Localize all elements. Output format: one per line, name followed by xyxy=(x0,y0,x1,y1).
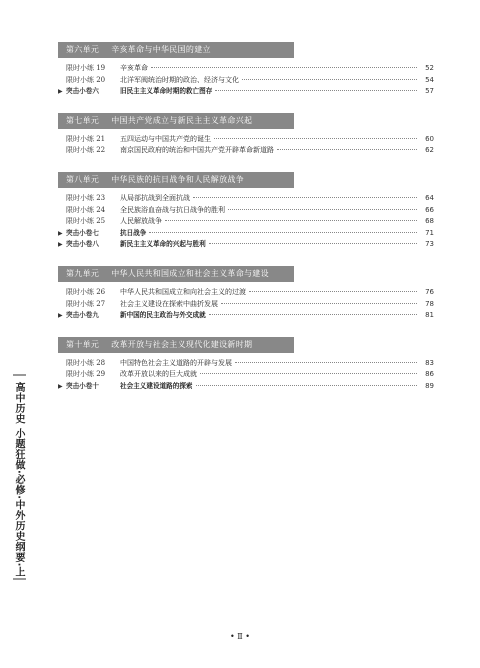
entry-page-number: 89 xyxy=(425,381,434,390)
unit-header xyxy=(58,266,294,282)
toc-entry[interactable] xyxy=(58,287,434,299)
triangle-marker-icon: ▶ xyxy=(58,241,63,249)
entry-page-number: 73 xyxy=(425,240,434,249)
entry-label: 限时小练 25 xyxy=(66,217,106,226)
entry-label: 限时小练 24 xyxy=(66,205,106,214)
unit-title: 改革开放与社会主义现代化建设新时期 xyxy=(111,339,253,349)
toc-entry[interactable] xyxy=(58,239,434,251)
entry-page-number: 66 xyxy=(425,205,434,214)
unit-number: 第十单元 xyxy=(66,339,100,349)
entry-page-number: 64 xyxy=(425,193,434,202)
page-number: • Ⅱ • xyxy=(230,632,250,641)
unit-header xyxy=(58,337,294,353)
triangle-marker-icon: ▶ xyxy=(58,88,63,96)
entry-page-number: 52 xyxy=(425,64,434,72)
table-of-contents xyxy=(58,42,434,408)
dot-leader xyxy=(215,90,417,91)
entry-page-number: 71 xyxy=(425,228,434,237)
unit-title: 辛亥革命与中华民国的建立 xyxy=(111,45,211,54)
entry-title: 改革开放以来的巨大成就 xyxy=(120,370,197,379)
unit-number: 第八单元 xyxy=(66,174,100,184)
entry-page-number: 57 xyxy=(425,87,434,96)
entry-title: 人民解放战争 xyxy=(120,217,162,226)
dot-leader xyxy=(209,314,417,315)
toc-entry[interactable] xyxy=(58,145,434,157)
side-divider-bottom xyxy=(13,578,26,580)
entry-title: 新民主主义革命的兴起与胜利 xyxy=(120,240,206,249)
triangle-marker-icon: ▶ xyxy=(58,382,63,390)
entry-title: 中国特色社会主义道路的开辟与发展 xyxy=(120,358,232,367)
entry-page-number: 62 xyxy=(425,146,434,155)
unit-section xyxy=(58,172,434,251)
entry-label: 突击小卷六 xyxy=(66,87,99,96)
entry-label: 限时小练 23 xyxy=(66,193,106,202)
dot-leader xyxy=(149,232,417,233)
unit-title: 中国共产党成立与新民主主义革命兴起 xyxy=(111,115,253,125)
entry-title: 抗日战争 xyxy=(120,228,147,237)
entry-title: 从局部抗战到全面抗战 xyxy=(120,193,190,202)
toc-entry[interactable] xyxy=(58,369,434,381)
entry-page-number: 81 xyxy=(425,311,434,320)
entry-page-number: 60 xyxy=(425,134,434,143)
triangle-marker-icon: ▶ xyxy=(58,312,63,320)
entry-label: 限时小练 28 xyxy=(66,358,106,367)
toc-entry[interactable] xyxy=(58,216,434,228)
dot-leader xyxy=(277,149,417,150)
toc-entry[interactable] xyxy=(58,358,434,370)
entry-label: 限时小练 26 xyxy=(66,287,106,296)
entry-title: 南京国民政府的统治和中国共产党开辟革命新道路 xyxy=(120,146,274,155)
toc-entry[interactable] xyxy=(58,299,434,311)
entry-label: 限时小练 22 xyxy=(66,146,106,155)
unit-number: 第七单元 xyxy=(66,115,100,125)
entry-title: 社会主义建设在探索中曲折发展 xyxy=(120,299,218,308)
entry-title: 全民族浴血奋战与抗日战争的胜利 xyxy=(120,205,225,214)
unit-section xyxy=(58,337,434,393)
triangle-marker-icon: ▶ xyxy=(58,229,63,237)
entry-label: 限时小练 19 xyxy=(66,64,106,72)
entry-label: 突击小卷九 xyxy=(66,311,99,320)
dot-leader xyxy=(196,385,417,386)
entry-label: 限时小练 20 xyxy=(66,75,106,84)
toc-entry[interactable] xyxy=(58,86,434,98)
entry-title: 中华人民共和国成立和向社会主义的过渡 xyxy=(120,287,246,296)
entry-page-number: 78 xyxy=(425,299,434,308)
dot-leader xyxy=(228,209,417,210)
entry-page-number: 54 xyxy=(425,75,434,84)
entry-title: 五四运动与中国共产党的诞生 xyxy=(120,134,211,143)
toc-entry[interactable] xyxy=(58,228,434,240)
entry-title: 旧民主主义革命时期的救亡图存 xyxy=(120,87,213,96)
dot-leader xyxy=(235,362,417,363)
dot-leader xyxy=(193,197,417,198)
entry-page-number: 68 xyxy=(425,217,434,226)
entry-label: 限时小练 21 xyxy=(66,134,106,143)
unit-section xyxy=(58,113,434,157)
entry-label: 突击小卷十 xyxy=(66,381,99,390)
side-divider-top xyxy=(13,374,26,376)
entry-label: 突击小卷七 xyxy=(66,228,99,237)
unit-section xyxy=(58,42,434,98)
dot-leader xyxy=(214,138,417,139)
unit-header xyxy=(58,42,294,58)
dot-leader xyxy=(200,373,417,374)
toc-entry[interactable] xyxy=(58,63,434,75)
toc-entry[interactable] xyxy=(58,193,434,205)
toc-entry[interactable] xyxy=(58,205,434,217)
entry-title: 辛亥革命 xyxy=(120,64,148,72)
entry-title: 社会主义建设道路的探索 xyxy=(120,381,193,390)
book-series-title: 高中历史 小题狂做·必修·中外历史纲要·上 xyxy=(13,382,24,578)
unit-title: 中华人民共和国成立和社会主义革命与建设 xyxy=(111,268,269,278)
entry-title: 新中国的民主政治与外交成就 xyxy=(120,311,206,320)
dot-leader xyxy=(221,303,417,304)
entry-label: 限时小练 29 xyxy=(66,370,106,379)
toc-entry[interactable] xyxy=(58,134,434,146)
toc-entry[interactable] xyxy=(58,381,434,393)
entry-title: 北洋军阀统治时期的政治、经济与文化 xyxy=(120,75,239,84)
dot-leader xyxy=(242,79,417,80)
entry-label: 限时小练 27 xyxy=(66,299,106,308)
entry-label: 突击小卷八 xyxy=(66,240,99,249)
unit-title: 中华民族的抗日战争和人民解放战争 xyxy=(111,174,245,184)
unit-number: 第六单元 xyxy=(66,45,100,54)
unit-number: 第九单元 xyxy=(66,268,100,278)
dot-leader xyxy=(209,243,417,244)
entry-page-number: 83 xyxy=(425,358,434,367)
dot-leader xyxy=(151,67,417,68)
unit-header xyxy=(58,113,294,129)
toc-entry[interactable] xyxy=(58,75,434,87)
unit-section xyxy=(58,266,434,322)
unit-header xyxy=(58,172,294,188)
entry-page-number: 76 xyxy=(425,287,434,296)
dot-leader xyxy=(165,220,417,221)
toc-entry[interactable] xyxy=(58,310,434,322)
dot-leader xyxy=(249,291,417,292)
entry-page-number: 86 xyxy=(425,370,434,379)
